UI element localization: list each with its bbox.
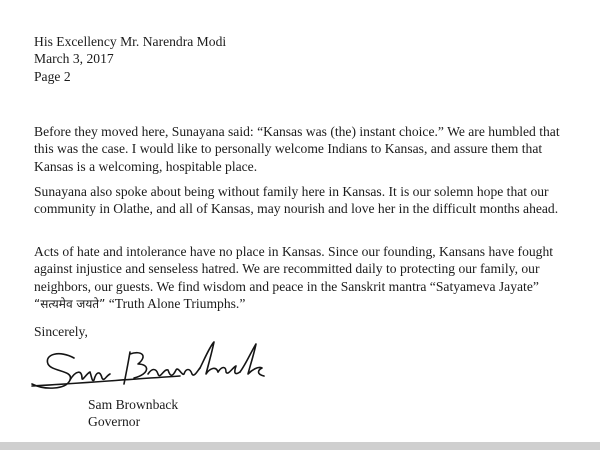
paragraph-line: community in Olathe, and all of Kansas, may nourish and love her in the difficult months ahead. [34, 201, 559, 217]
signer-title: Governor [88, 414, 141, 430]
paragraph-line: this was the case. I would like to personally welcome Indians to Kansas, and assure them that [34, 141, 543, 157]
paragraph-line: Before they moved here, Sunayana said: “Kansas was (the) instant choice.” We are humbled that [34, 124, 560, 139]
paragraph-line: Kansas is a welcoming, hospitable place. [34, 158, 258, 174]
paragraph-line: against injustice and senseless hatred. We are recommitted daily to protecting our family, our [34, 261, 540, 277]
handwritten-signature [30, 340, 280, 398]
paragraph-hate-intolerance [34, 243, 586, 314]
devanagari-mantra: “सत्यमेव जयते” [34, 297, 106, 312]
mantra-translation: “Truth Alone Triumphs.” [105, 296, 246, 312]
recipient-line: His Excellency Mr. Narendra Modi [34, 34, 227, 49]
signer-name: Sam Brownback [88, 397, 179, 412]
paragraph-line: Sunayana also spoke about being without family here in Kansas. It is our solemn hope that our [34, 184, 549, 199]
page-bottom-edge [0, 442, 600, 450]
paragraph-sunayana-choice [34, 123, 586, 175]
letter-header [34, 33, 574, 85]
paragraph-line: Acts of hate and intolerance have no place in Kansas. Since our founding, Kansans have fought [34, 244, 554, 259]
paragraph-line-mantra [34, 295, 586, 313]
closing-salutation: Sincerely, [34, 324, 88, 339]
date-line: March 3, 2017 [34, 51, 114, 67]
paragraph-line: neighbors, our guests. We find wisdom and peace in the Sanskrit mantra “Satyameva Jayate” [34, 278, 539, 294]
page-number: Page 2 [34, 68, 71, 84]
paragraph-family [34, 183, 586, 218]
signer-block [88, 396, 178, 431]
